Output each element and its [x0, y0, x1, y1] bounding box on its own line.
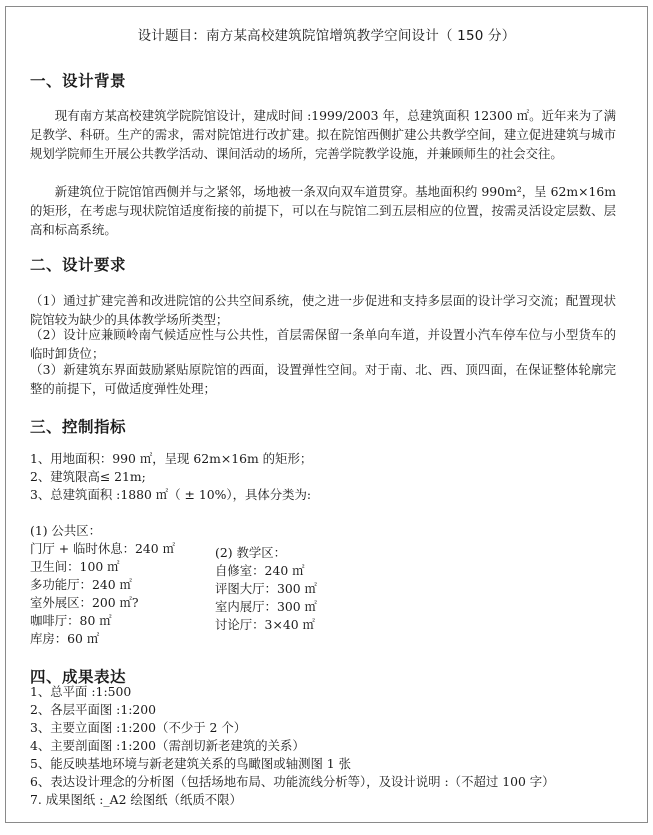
- requirement-item-2: （2）设计应兼顾岭南气候适应性与公共性，首层需保留一条单向车道，并设置小汽车停车位与小型货车的临时卸货位；: [30, 327, 616, 361]
- background-paragraph-2: 新建筑位于院馆馆西侧并与之紧邻，场地被一条双向双车道贯穿。基地面积约 990m²，呈 62m×16m 的矩形，在考虑与现状院馆适度衔接的前提下，可以在与院馆二到五层相应的位置，按需灵活设定层数、层高和标高系统。: [30, 184, 616, 237]
- list-item: 咖啡厅：80 ㎡: [30, 613, 112, 628]
- list-item: 讨论厅：3×40 ㎡: [215, 617, 315, 632]
- list-item: 库房：60 ㎡: [30, 631, 100, 646]
- document-title: 设计题目：南方某高校建筑院馆增筑教学空间设计（ 150 分）: [137, 28, 516, 44]
- public-zone-list: [30, 540, 175, 648]
- heading-design-requirements: 二、设计要求: [30, 256, 127, 274]
- list-item: 5、能反映基地环境与新老建筑关系的鸟瞰图或轴测图 1 张: [30, 756, 352, 771]
- heading-control-indicators: 三、控制指标: [30, 418, 127, 436]
- indicator-line-1: 1、用地面积：990 ㎡，呈现 62m×16m 的矩形；: [30, 451, 313, 466]
- heading-design-background: 一、设计背景: [30, 72, 127, 90]
- list-item: 室外展区：200 ㎡?: [30, 595, 139, 610]
- requirement-item-1: （1）通过扩建完善和改进院馆的公共空间系统，使之进一步促进和支持多层面的设计学习交流；配置现状院馆较为缺少的具体教学场所类型；: [30, 293, 616, 327]
- list-item: 6、表达设计理念的分析图（包括场地布局、功能流线分析等），及设计说明 :（不超过 100 字）: [30, 774, 555, 789]
- indicator-line-2: 2、建筑限高≤ 21m;: [30, 469, 146, 484]
- teaching-zone-list: [215, 544, 317, 634]
- public-zone-label: (1) 公共区：: [30, 523, 102, 538]
- list-item: 卫生间：100 ㎡: [30, 559, 120, 574]
- teaching-zone-label: (2) 教学区：: [215, 545, 287, 560]
- list-item: 2、各层平面图 :1:200: [30, 702, 157, 717]
- list-item: 评图大厅：300 ㎡: [215, 581, 317, 596]
- list-item: 自修室：240 ㎡: [215, 563, 305, 578]
- requirement-item-3: （3）新建筑东界面鼓励紧贴原院馆的西面，设置弹性空间。对于南、北、西、顶四面，在保证整体轮廓完整的前提下，可做适度弹性处理；: [30, 362, 616, 396]
- list-item: 1、总平面 :1:500: [30, 684, 132, 699]
- list-item: 门厅 + 临时休息：240 ㎡: [30, 541, 175, 556]
- list-item: 3、主要立面图 :1:200（不少于 2 个）: [30, 720, 247, 735]
- list-item: 7. 成果图纸 :_A2 绘图纸（纸质不限）: [30, 792, 242, 807]
- indicator-line-3: 3、总建筑面积 :1880 ㎡（ ± 10%），具体分类为:: [30, 487, 312, 502]
- deliverables-list: [30, 683, 555, 809]
- background-paragraph-1: 现有南方某高校建筑学院院馆设计，建成时间 :1999/2003 年，总建筑面积 12300 ㎡。近年来为了满足教学、科研。生产的需求，需对院馆进行改扩建。拟在院馆西侧扩建公共教学空间，建立促进建筑与城市规划学院师生开展公共教学活动、课间活动的场所，完善学院教学设施，并兼顾师生的社会交往。: [30, 108, 616, 161]
- list-item: 4、主要剖面图 :1:200（需剖切新老建筑的关系）: [30, 738, 305, 753]
- list-item: 室内展厅：300 ㎡: [215, 599, 317, 614]
- list-item: 多功能厅：240 ㎡: [30, 577, 132, 592]
- exam-sheet: [5, 6, 648, 823]
- heading-deliverables: 四、成果表达: [30, 668, 127, 686]
